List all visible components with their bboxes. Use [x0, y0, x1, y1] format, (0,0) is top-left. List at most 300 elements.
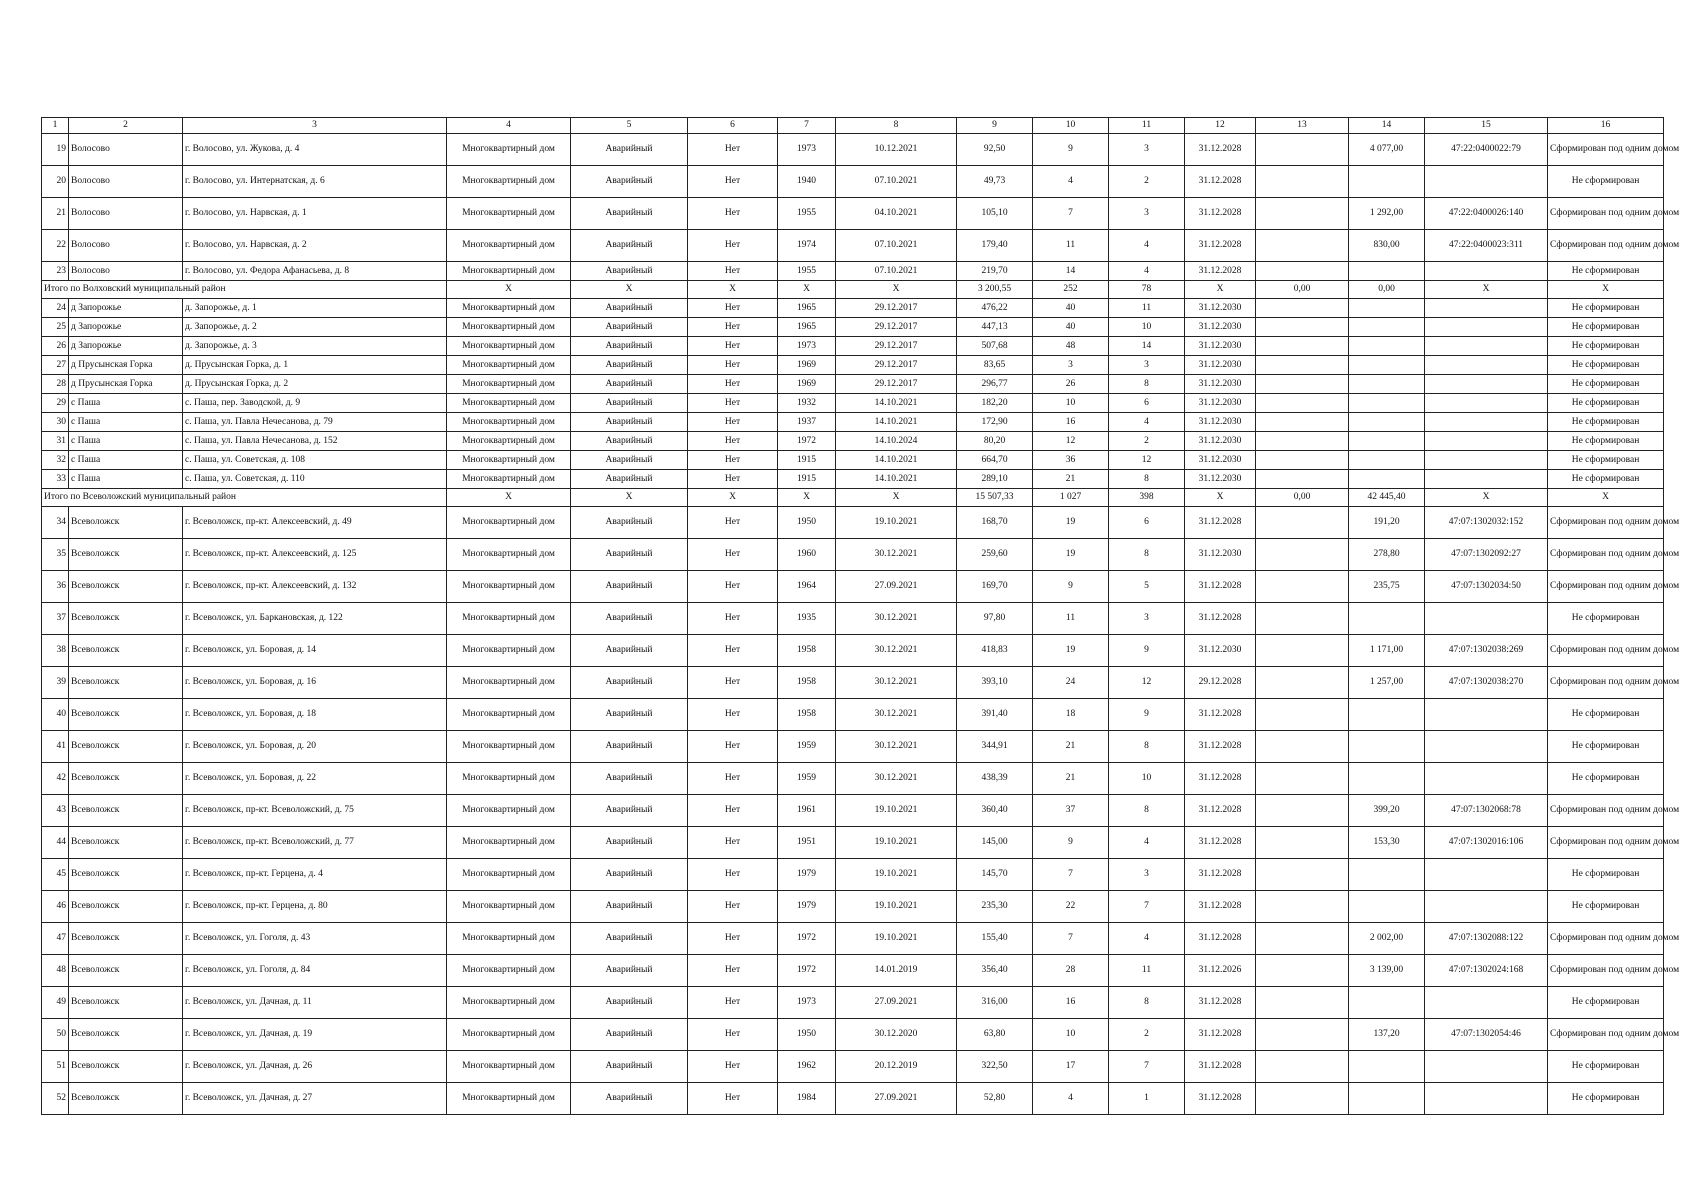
- cell-land-area: 1 292,00: [1349, 198, 1425, 230]
- cell-col-13: [1256, 394, 1349, 413]
- total-cell: 1 027: [1033, 489, 1109, 507]
- cell-condition: Аварийный: [571, 795, 688, 827]
- total-cell: X: [688, 489, 778, 507]
- cell-condition: Аварийный: [571, 955, 688, 987]
- cell-building-type: Многоквартирный дом: [447, 1083, 571, 1115]
- cell-land-plot-status: Сформирован под одним домом: [1548, 635, 1664, 667]
- cell-residents-count: 40: [1033, 299, 1109, 318]
- cell-build-year: 1965: [778, 318, 836, 337]
- cell-living-area: 344,91: [957, 731, 1033, 763]
- total-cell: X: [1425, 281, 1548, 299]
- cell-col-13: [1256, 827, 1349, 859]
- cell-living-area: 83,65: [957, 356, 1033, 375]
- cell-settlement: Всеволожск: [69, 891, 183, 923]
- cell-resettlement-deadline: 31.12.2028: [1185, 763, 1256, 795]
- cell-land-area: 191,20: [1349, 507, 1425, 539]
- cell-build-year: 1959: [778, 731, 836, 763]
- cell-building-type: Многоквартирный дом: [447, 603, 571, 635]
- cell-col-13: [1256, 470, 1349, 489]
- cell-resettlement-deadline: 31.12.2028: [1185, 1051, 1256, 1083]
- cell-cadastral-number: 47:07:1302088:122: [1425, 923, 1548, 955]
- cell-recognition-date: 19.10.2021: [836, 795, 957, 827]
- cell-living-area: 179,40: [957, 230, 1033, 262]
- cell-col-13: [1256, 299, 1349, 318]
- cell-address: г. Всеволожск, пр-кт. Всеволожский, д. 77: [183, 827, 447, 859]
- cell-cultural-heritage: Нет: [688, 667, 778, 699]
- cell-living-area: 105,10: [957, 198, 1033, 230]
- cell-build-year: 1979: [778, 891, 836, 923]
- total-cell: X: [688, 281, 778, 299]
- cell-col-13: [1256, 923, 1349, 955]
- cell-resettlement-deadline: 31.12.2030: [1185, 375, 1256, 394]
- cell-resettlement-deadline: 31.12.2028: [1185, 230, 1256, 262]
- cell-resettlement-deadline: 31.12.2028: [1185, 1019, 1256, 1051]
- total-cell: X: [778, 281, 836, 299]
- cell-building-type: Многоквартирный дом: [447, 262, 571, 281]
- cell-living-area: 438,39: [957, 763, 1033, 795]
- cell-condition: Аварийный: [571, 987, 688, 1019]
- cell-col-13: [1256, 731, 1349, 763]
- cell-col-13: [1256, 375, 1349, 394]
- cell-cultural-heritage: Нет: [688, 413, 778, 432]
- cell-apartments-count: 3: [1109, 859, 1185, 891]
- cell-land-area: [1349, 763, 1425, 795]
- total-cell: X: [447, 489, 571, 507]
- cell-settlement: д Прусынская Горка: [69, 356, 183, 375]
- cell-build-year: 1940: [778, 166, 836, 198]
- cell-resettlement-deadline: 31.12.2028: [1185, 603, 1256, 635]
- table-row: [42, 955, 1664, 987]
- cell-settlement: д Запорожье: [69, 318, 183, 337]
- cell-condition: Аварийный: [571, 763, 688, 795]
- cell-row-number: 29: [42, 394, 69, 413]
- cell-apartments-count: 12: [1109, 667, 1185, 699]
- cell-row-number: 26: [42, 337, 69, 356]
- cell-apartments-count: 4: [1109, 923, 1185, 955]
- total-cell: X: [1425, 489, 1548, 507]
- cell-cultural-heritage: Нет: [688, 571, 778, 603]
- cell-row-number: 33: [42, 470, 69, 489]
- table-row: [42, 230, 1664, 262]
- cell-recognition-date: 10.12.2021: [836, 134, 957, 166]
- cell-apartments-count: 4: [1109, 262, 1185, 281]
- cell-row-number: 21: [42, 198, 69, 230]
- cell-col-13: [1256, 413, 1349, 432]
- cell-build-year: 1972: [778, 923, 836, 955]
- cell-row-number: 38: [42, 635, 69, 667]
- cell-address: г. Волосово, ул. Нарвская, д. 2: [183, 230, 447, 262]
- cell-address: г. Всеволожск, ул. Дачная, д. 26: [183, 1051, 447, 1083]
- cell-living-area: 168,70: [957, 507, 1033, 539]
- cell-cadastral-number: 47:07:1302024:168: [1425, 955, 1548, 987]
- housing-registry-table: [41, 117, 1680, 1115]
- cell-build-year: 1979: [778, 859, 836, 891]
- cell-apartments-count: 8: [1109, 795, 1185, 827]
- cell-living-area: 169,70: [957, 571, 1033, 603]
- cell-condition: Аварийный: [571, 891, 688, 923]
- cell-living-area: 235,30: [957, 891, 1033, 923]
- cell-condition: Аварийный: [571, 413, 688, 432]
- cell-col-13: [1256, 198, 1349, 230]
- cell-land-plot-status: Сформирован под одним домом: [1548, 539, 1664, 571]
- cell-apartments-count: 4: [1109, 827, 1185, 859]
- cell-cultural-heritage: Нет: [688, 827, 778, 859]
- cell-cultural-heritage: Нет: [688, 134, 778, 166]
- cell-apartments-count: 6: [1109, 394, 1185, 413]
- cell-row-number: 47: [42, 923, 69, 955]
- cell-row-number: 49: [42, 987, 69, 1019]
- cell-row-number: 31: [42, 432, 69, 451]
- total-cell: 0,00: [1256, 281, 1349, 299]
- cell-residents-count: 9: [1033, 827, 1109, 859]
- cell-cultural-heritage: Нет: [688, 795, 778, 827]
- cell-condition: Аварийный: [571, 394, 688, 413]
- cell-resettlement-deadline: 31.12.2028: [1185, 166, 1256, 198]
- cell-living-area: 316,00: [957, 987, 1033, 1019]
- cell-land-area: [1349, 859, 1425, 891]
- cell-apartments-count: 14: [1109, 337, 1185, 356]
- cell-apartments-count: 8: [1109, 987, 1185, 1019]
- total-cell: X: [571, 489, 688, 507]
- cell-settlement: Всеволожск: [69, 731, 183, 763]
- cell-residents-count: 16: [1033, 413, 1109, 432]
- cell-building-type: Многоквартирный дом: [447, 923, 571, 955]
- cell-recognition-date: 27.09.2021: [836, 987, 957, 1019]
- cell-recognition-date: 14.10.2021: [836, 394, 957, 413]
- cell-condition: Аварийный: [571, 571, 688, 603]
- cell-build-year: 1950: [778, 1019, 836, 1051]
- cell-row-number: 35: [42, 539, 69, 571]
- cell-row-number: 32: [42, 451, 69, 470]
- cell-settlement: Всеволожск: [69, 827, 183, 859]
- total-cell: 0,00: [1349, 281, 1425, 299]
- cell-recognition-date: 04.10.2021: [836, 198, 957, 230]
- cell-living-area: 155,40: [957, 923, 1033, 955]
- table-row: [42, 571, 1664, 603]
- table-row: [42, 923, 1664, 955]
- cell-living-area: 259,60: [957, 539, 1033, 571]
- cell-cadastral-number: [1425, 432, 1548, 451]
- cell-address: г. Волосово, ул. Нарвская, д. 1: [183, 198, 447, 230]
- cell-land-plot-status: Не сформирован: [1548, 375, 1664, 394]
- cell-land-area: 1 171,00: [1349, 635, 1425, 667]
- cell-cadastral-number: [1425, 356, 1548, 375]
- cell-land-plot-status: Не сформирован: [1548, 318, 1664, 337]
- cell-settlement: Всеволожск: [69, 955, 183, 987]
- cell-land-area: 153,30: [1349, 827, 1425, 859]
- cell-build-year: 1958: [778, 635, 836, 667]
- cell-row-number: 19: [42, 134, 69, 166]
- cell-address: г. Всеволожск, пр-кт. Алексеевский, д. 132: [183, 571, 447, 603]
- cell-apartments-count: 2: [1109, 1019, 1185, 1051]
- table-row: [42, 134, 1664, 166]
- cell-cadastral-number: [1425, 337, 1548, 356]
- cell-building-type: Многоквартирный дом: [447, 795, 571, 827]
- cell-cultural-heritage: Нет: [688, 470, 778, 489]
- cell-resettlement-deadline: 31.12.2030: [1185, 318, 1256, 337]
- cell-land-area: [1349, 1051, 1425, 1083]
- cell-build-year: 1915: [778, 451, 836, 470]
- cell-building-type: Многоквартирный дом: [447, 763, 571, 795]
- cell-residents-count: 37: [1033, 795, 1109, 827]
- column-header: 5: [571, 118, 688, 134]
- cell-row-number: 39: [42, 667, 69, 699]
- cell-land-plot-status: Сформирован под одним домом: [1548, 667, 1664, 699]
- cell-recognition-date: 19.10.2021: [836, 923, 957, 955]
- cell-apartments-count: 3: [1109, 356, 1185, 375]
- cell-living-area: 182,20: [957, 394, 1033, 413]
- cell-apartments-count: 10: [1109, 318, 1185, 337]
- table-row: [42, 394, 1664, 413]
- cell-col-13: [1256, 1083, 1349, 1115]
- total-cell: X: [836, 489, 957, 507]
- cell-land-plot-status: Не сформирован: [1548, 859, 1664, 891]
- cell-cultural-heritage: Нет: [688, 763, 778, 795]
- cell-land-plot-status: Сформирован под одним домом: [1548, 827, 1664, 859]
- cell-address: г. Всеволожск, ул. Баркановская, д. 122: [183, 603, 447, 635]
- column-header: 10: [1033, 118, 1109, 134]
- cell-row-number: 25: [42, 318, 69, 337]
- cell-build-year: 1961: [778, 795, 836, 827]
- cell-residents-count: 36: [1033, 451, 1109, 470]
- cell-apartments-count: 3: [1109, 134, 1185, 166]
- cell-address: г. Волосово, ул. Федора Афанасьева, д. 8: [183, 262, 447, 281]
- cell-cultural-heritage: Нет: [688, 166, 778, 198]
- cell-address: г. Всеволожск, ул. Боровая, д. 14: [183, 635, 447, 667]
- cell-col-13: [1256, 987, 1349, 1019]
- cell-settlement: Всеволожск: [69, 539, 183, 571]
- cell-address: г. Всеволожск, ул. Гоголя, д. 43: [183, 923, 447, 955]
- cell-cadastral-number: [1425, 470, 1548, 489]
- table-row: [42, 859, 1664, 891]
- cell-land-plot-status: Не сформирован: [1548, 394, 1664, 413]
- cell-settlement: Всеволожск: [69, 1019, 183, 1051]
- cell-living-area: 145,70: [957, 859, 1033, 891]
- cell-residents-count: 17: [1033, 1051, 1109, 1083]
- cell-cadastral-number: 47:22:0400022:79: [1425, 134, 1548, 166]
- table-row: [42, 795, 1664, 827]
- cell-address: г. Всеволожск, ул. Боровая, д. 16: [183, 667, 447, 699]
- cell-residents-count: 12: [1033, 432, 1109, 451]
- cell-condition: Аварийный: [571, 1083, 688, 1115]
- cell-land-plot-status: Не сформирован: [1548, 987, 1664, 1019]
- cell-residents-count: 28: [1033, 955, 1109, 987]
- cell-address: с. Паша, ул. Советская, д. 108: [183, 451, 447, 470]
- cell-settlement: Всеволожск: [69, 571, 183, 603]
- column-header: 9: [957, 118, 1033, 134]
- cell-col-13: [1256, 166, 1349, 198]
- cell-cultural-heritage: Нет: [688, 699, 778, 731]
- table-row: [42, 262, 1664, 281]
- cell-residents-count: 10: [1033, 394, 1109, 413]
- cell-land-area: [1349, 891, 1425, 923]
- cell-living-area: 80,20: [957, 432, 1033, 451]
- cell-building-type: Многоквартирный дом: [447, 1019, 571, 1051]
- total-cell: X: [836, 281, 957, 299]
- cell-row-number: 23: [42, 262, 69, 281]
- cell-living-area: 476,22: [957, 299, 1033, 318]
- cell-resettlement-deadline: 31.12.2028: [1185, 923, 1256, 955]
- cell-recognition-date: 30.12.2021: [836, 539, 957, 571]
- cell-apartments-count: 11: [1109, 955, 1185, 987]
- cell-residents-count: 4: [1033, 1083, 1109, 1115]
- cell-residents-count: 21: [1033, 470, 1109, 489]
- cell-settlement: Волосово: [69, 230, 183, 262]
- cell-cadastral-number: [1425, 394, 1548, 413]
- column-header: 8: [836, 118, 957, 134]
- cell-cultural-heritage: Нет: [688, 230, 778, 262]
- cell-building-type: Многоквартирный дом: [447, 318, 571, 337]
- cell-settlement: д Запорожье: [69, 337, 183, 356]
- cell-cadastral-number: [1425, 375, 1548, 394]
- cell-land-area: 830,00: [1349, 230, 1425, 262]
- table-row: [42, 699, 1664, 731]
- cell-cadastral-number: [1425, 451, 1548, 470]
- cell-land-area: 1 257,00: [1349, 667, 1425, 699]
- total-cell: X: [778, 489, 836, 507]
- district-total-label: Итого по Волховский муниципальный район: [42, 281, 447, 299]
- cell-land-plot-status: Не сформирован: [1548, 1051, 1664, 1083]
- table-row: [42, 1051, 1664, 1083]
- cell-cadastral-number: 47:07:1302068:78: [1425, 795, 1548, 827]
- cell-apartments-count: 10: [1109, 763, 1185, 795]
- cell-living-area: 391,40: [957, 699, 1033, 731]
- cell-land-area: [1349, 394, 1425, 413]
- total-cell: 252: [1033, 281, 1109, 299]
- cell-row-number: 45: [42, 859, 69, 891]
- cell-cadastral-number: 47:07:1302032:152: [1425, 507, 1548, 539]
- cell-cadastral-number: [1425, 763, 1548, 795]
- cell-land-plot-status: Не сформирован: [1548, 699, 1664, 731]
- cell-settlement: Всеволожск: [69, 859, 183, 891]
- cell-building-type: Многоквартирный дом: [447, 375, 571, 394]
- cell-cultural-heritage: Нет: [688, 337, 778, 356]
- cell-land-plot-status: Не сформирован: [1548, 470, 1664, 489]
- cell-settlement: Всеволожск: [69, 603, 183, 635]
- cell-land-plot-status: Не сформирован: [1548, 763, 1664, 795]
- cell-living-area: 63,80: [957, 1019, 1033, 1051]
- cell-residents-count: 4: [1033, 166, 1109, 198]
- cell-land-area: 4 077,00: [1349, 134, 1425, 166]
- cell-address: г. Всеволожск, ул. Дачная, д. 27: [183, 1083, 447, 1115]
- table-row: [42, 451, 1664, 470]
- cell-apartments-count: 9: [1109, 635, 1185, 667]
- cell-cadastral-number: 47:22:0400023:311: [1425, 230, 1548, 262]
- cell-living-area: 172,90: [957, 413, 1033, 432]
- cell-address: д. Прусынская Горка, д. 2: [183, 375, 447, 394]
- table-row: [42, 507, 1664, 539]
- table-row: [42, 987, 1664, 1019]
- cell-cultural-heritage: Нет: [688, 987, 778, 1019]
- total-cell: 398: [1109, 489, 1185, 507]
- cell-row-number: 36: [42, 571, 69, 603]
- cell-row-number: 52: [42, 1083, 69, 1115]
- cell-col-13: [1256, 337, 1349, 356]
- total-cell: X: [1548, 281, 1664, 299]
- cell-land-plot-status: Не сформирован: [1548, 356, 1664, 375]
- cell-apartments-count: 3: [1109, 198, 1185, 230]
- cell-building-type: Многоквартирный дом: [447, 507, 571, 539]
- cell-recognition-date: 19.10.2021: [836, 859, 957, 891]
- cell-apartments-count: 7: [1109, 1051, 1185, 1083]
- cell-cadastral-number: [1425, 699, 1548, 731]
- cell-cadastral-number: [1425, 891, 1548, 923]
- cell-recognition-date: 14.10.2024: [836, 432, 957, 451]
- cell-apartments-count: 8: [1109, 731, 1185, 763]
- cell-cadastral-number: [1425, 731, 1548, 763]
- cell-recognition-date: 30.12.2021: [836, 603, 957, 635]
- cell-apartments-count: 2: [1109, 432, 1185, 451]
- cell-condition: Аварийный: [571, 375, 688, 394]
- table-row: [42, 299, 1664, 318]
- total-cell: X: [571, 281, 688, 299]
- cell-col-13: [1256, 262, 1349, 281]
- cell-resettlement-deadline: 31.12.2028: [1185, 699, 1256, 731]
- cell-row-number: 50: [42, 1019, 69, 1051]
- cell-condition: Аварийный: [571, 451, 688, 470]
- cell-cadastral-number: 47:07:1302038:269: [1425, 635, 1548, 667]
- table-row: [42, 470, 1664, 489]
- column-header: 11: [1109, 118, 1185, 134]
- cell-land-plot-status: Сформирован под одним домом: [1548, 134, 1664, 166]
- cell-building-type: Многоквартирный дом: [447, 955, 571, 987]
- cell-settlement: с Паша: [69, 451, 183, 470]
- cell-residents-count: 9: [1033, 134, 1109, 166]
- cell-col-13: [1256, 763, 1349, 795]
- cell-build-year: 1915: [778, 470, 836, 489]
- cell-condition: Аварийный: [571, 1051, 688, 1083]
- cell-residents-count: 9: [1033, 571, 1109, 603]
- cell-resettlement-deadline: 31.12.2028: [1185, 987, 1256, 1019]
- cell-land-plot-status: Не сформирован: [1548, 1083, 1664, 1115]
- column-header: 1: [42, 118, 69, 134]
- cell-recognition-date: 20.12.2019: [836, 1051, 957, 1083]
- cell-apartments-count: 12: [1109, 451, 1185, 470]
- cell-row-number: 43: [42, 795, 69, 827]
- total-cell: X: [447, 281, 571, 299]
- cell-building-type: Многоквартирный дом: [447, 571, 571, 603]
- cell-land-area: [1349, 375, 1425, 394]
- cell-cultural-heritage: Нет: [688, 375, 778, 394]
- cell-residents-count: 7: [1033, 859, 1109, 891]
- column-header: 13: [1256, 118, 1349, 134]
- cell-build-year: 1958: [778, 699, 836, 731]
- cell-apartments-count: 1: [1109, 1083, 1185, 1115]
- cell-address: г. Всеволожск, ул. Дачная, д. 19: [183, 1019, 447, 1051]
- cell-col-13: [1256, 667, 1349, 699]
- cell-resettlement-deadline: 31.12.2030: [1185, 299, 1256, 318]
- cell-build-year: 1951: [778, 827, 836, 859]
- cell-condition: Аварийный: [571, 507, 688, 539]
- cell-land-plot-status: Не сформирован: [1548, 603, 1664, 635]
- cell-row-number: 30: [42, 413, 69, 432]
- cell-row-number: 51: [42, 1051, 69, 1083]
- cell-living-area: 49,73: [957, 166, 1033, 198]
- cell-building-type: Многоквартирный дом: [447, 731, 571, 763]
- cell-apartments-count: 2: [1109, 166, 1185, 198]
- cell-address: д. Запорожье, д. 1: [183, 299, 447, 318]
- cell-condition: Аварийный: [571, 299, 688, 318]
- cell-condition: Аварийный: [571, 134, 688, 166]
- cell-building-type: Многоквартирный дом: [447, 356, 571, 375]
- cell-living-area: 97,80: [957, 603, 1033, 635]
- cell-condition: Аварийный: [571, 731, 688, 763]
- cell-build-year: 1969: [778, 375, 836, 394]
- cell-land-area: [1349, 987, 1425, 1019]
- cell-land-area: [1349, 432, 1425, 451]
- cell-residents-count: 22: [1033, 891, 1109, 923]
- cell-cadastral-number: 47:22:0400026:140: [1425, 198, 1548, 230]
